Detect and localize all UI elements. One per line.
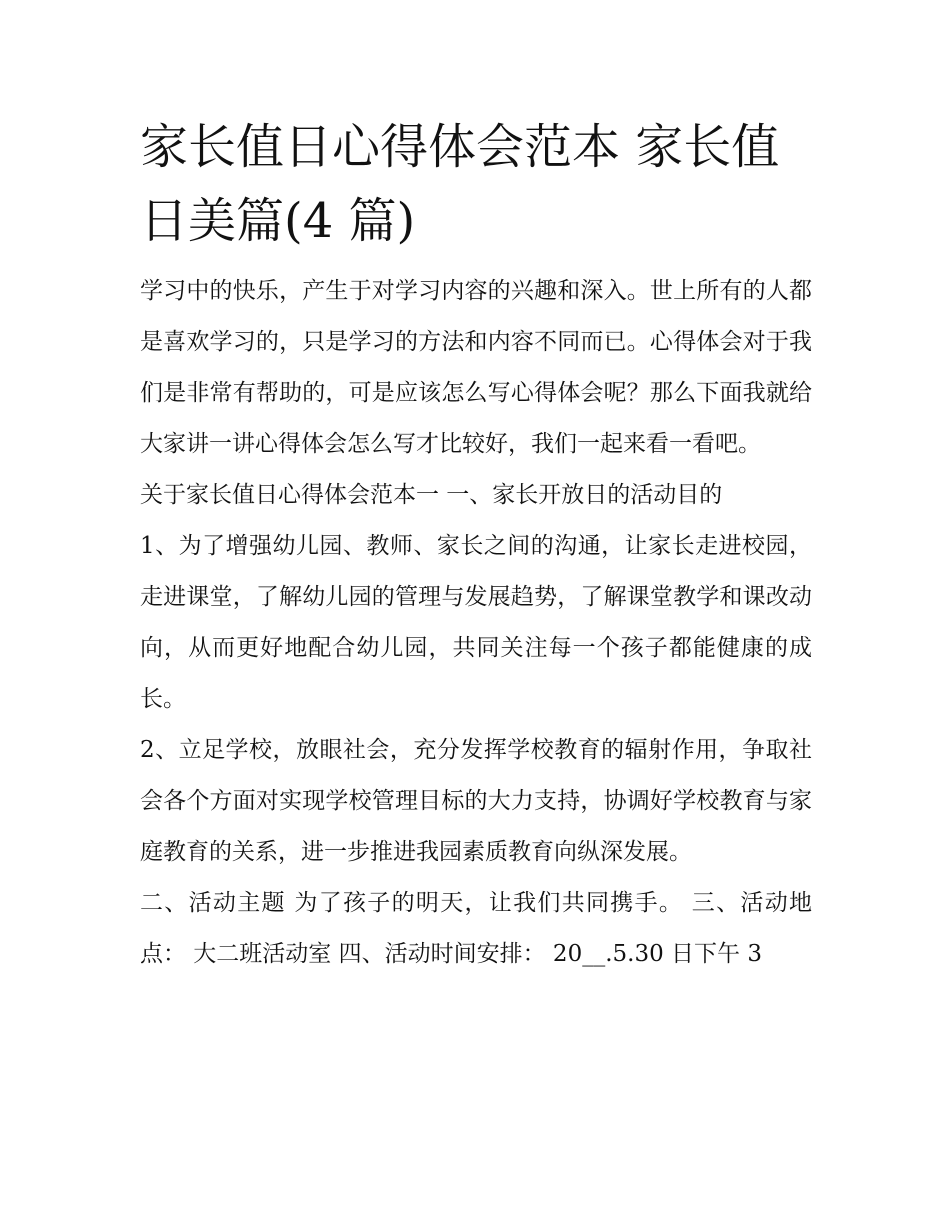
document-title: 家长值日心得体会范本 家长值日美篇(4 篇) xyxy=(140,119,780,249)
goal-item-2-paragraph: 2、立足学校，放眼社会，充分发挥学校教育的辐射作用，争取社会各个方面对实现学校管理目标的大力支持，协调好学校教育与家庭教育的关系，进一步推进我园素质教育向纵深发展。 xyxy=(140,737,812,865)
section-heading-paragraph: 关于家长值日心得体会范本一 一、家长开放日的活动目的 xyxy=(140,482,723,508)
intro-paragraph: 学习中的快乐，产生于对学习内容的兴趣和深入。世上所有的人都是喜欢学习的，只是学习的方法和内容不同而已。心得体会对于我们是非常有帮助的，可是应该怎么写心得体会呢？那么下面我就给大家讲一讲心得体会怎么写才比较好，我们一起来看一看吧。 xyxy=(140,278,812,457)
activity-info-paragraph: 二、活动主题 为了孩子的明天，让我们共同携手。 三、活动地点： 大二班活动室 四、活动时间安排： 20__.5.30 日下午 3 xyxy=(140,890,812,967)
goal-item-1-paragraph: 1、为了增强幼儿园、教师、家长之间的沟通，让家长走进校园，走进课堂，了解幼儿园的管理与发展趋势，了解课堂教学和课改动向，从而更好地配合幼儿园，共同关注每一个孩子都能健康的成长。 xyxy=(140,533,812,712)
document-body xyxy=(140,110,812,980)
